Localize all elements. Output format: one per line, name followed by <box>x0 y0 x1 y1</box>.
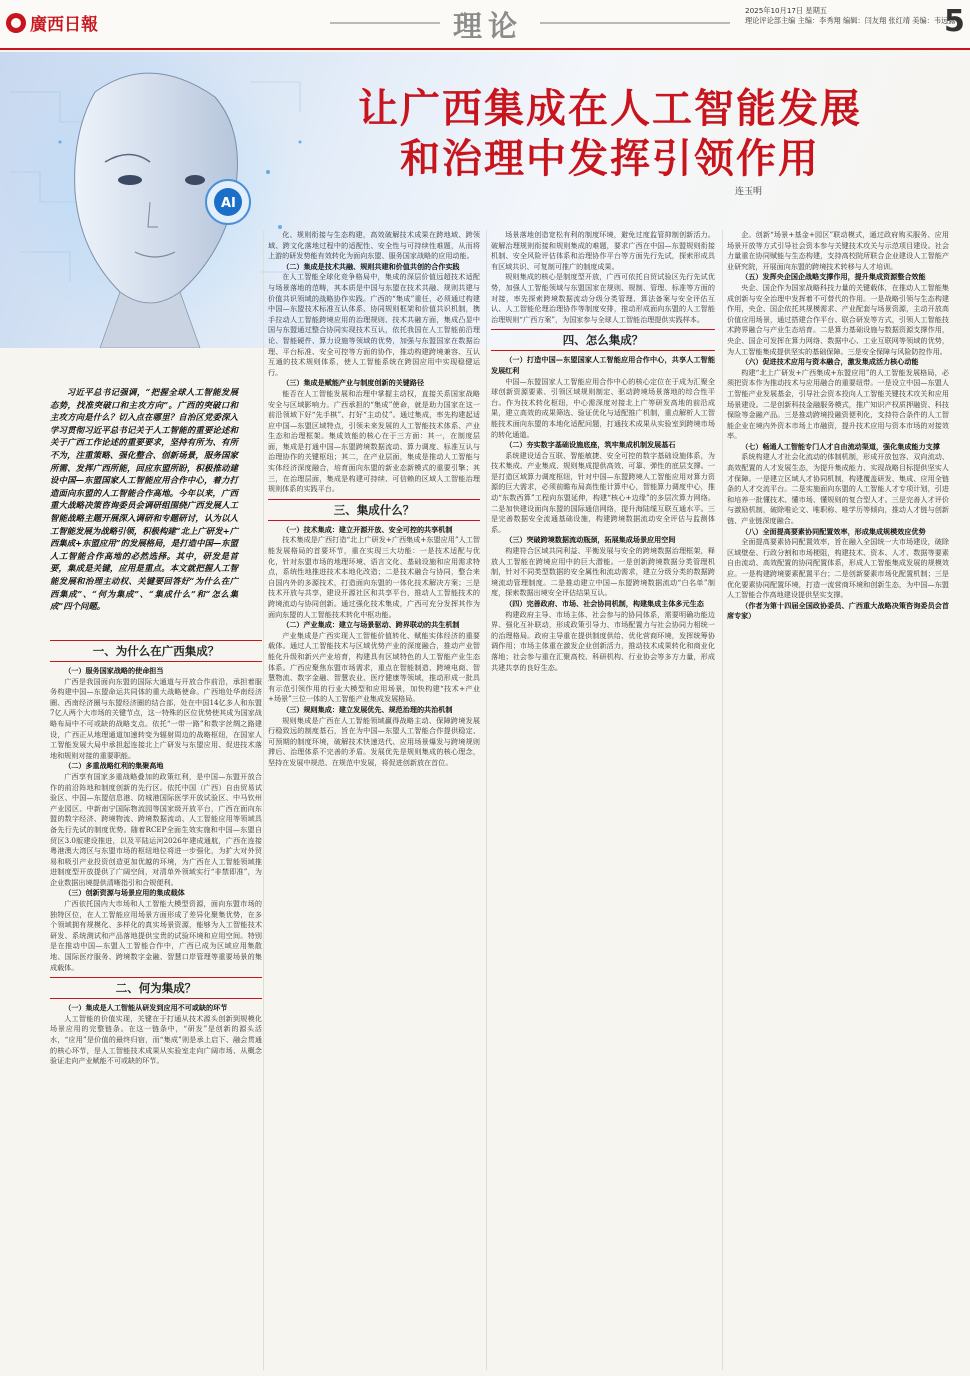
svg-text:AI: AI <box>221 196 236 211</box>
logo-text: 廣西日報 <box>30 15 98 35</box>
column-divider <box>722 230 723 1370</box>
body-paragraph: 在人工智能全球化竞争格局中，集成的深层价值远超技术适配与场景落地的范畴，其本质是中国与东盟在技术共融、规则共建与价值共识领域的战略协作实践。广西的“集成”重任，必须通过构建中国—东盟技术标准互认体系、协同规则框架和价值共识机制，携手拉动人工智能跨境应用的治理规则、技术共融方面，集成凸显中国与东盟通过整合协同实现技术互认，依托我国在人工智能前沿理论、智能硬件、算力设施等领域的优势，加强与东盟国家在数据治理、平台标准、安全可控等方面的协作，推动构建跨境兼容、互认互通的技术规则体系，使人工智能系统在跨国应用中实现稳健运行。 <box>268 272 480 377</box>
subheading: （七）畅通人工智能专门人才自由流动渠道，强化集成能力支撑 <box>741 441 940 451</box>
subheading: （三）创新资源与场景应用的集成载体 <box>64 888 185 898</box>
body-paragraph: 规则集成的核心是制度型开放，广西可依托自贸试验区先行先试优势，加强人工智能领域与东盟国家在规则、规制、管理、标准等方面的对接，率先探索跨境数据流动分级分类管理、算法备案与安全评估互认、人工智能伦理治理协作等制度安排，推动形成面向东盟的人工智能治理规则“广西方案”，为国家参与全球人工智能治理提供实践样本。 <box>491 272 715 324</box>
body-paragraph: 技术集成是广西打造“北上广研发+广西集成+东盟应用”人工智能发展格局的首要环节，重在实现三大功能：一是技术适配与优化，针对东盟市场的地理环境、语言文化、基础设施和应用需求特点，系统性地推进技术本地化改造；二是技术融合与协同，整合来自国内外的多源技术，打造面向东盟的一体化技术解决方案；三是技术开放与共享，建设开源社区和共享平台，推动人工智能技术的跨境流动与协同创新。通过强化技术集成，广西可充分发挥其作为面向东盟的人工智能技术转化中枢功能。 <box>268 535 480 619</box>
subheading: （八）全面提高要素协同配置效率，形成集成规模效应优势 <box>741 526 926 536</box>
column-divider <box>486 230 487 1370</box>
subheading: （四）完善政府、市场、社会协同机制，构建集成主体多元生态 <box>505 599 704 608</box>
body-paragraph: 央企、国企作为国家战略科技力量的关键载体，在推动人工智能集成创新与安全治理中发挥着不可替代的作用。一是战略引领与生态构建作用，央企、国企依托其规模需求、产业配套与场景资源，主动开放高价值应用场景，通过搭建合作平台、联合研发等方式，引领人工智能技术跨界融合与产业生态培育。二是算力基础设施与数据资源支撑作用，央企、国企可发挥在算力网络、数据中心、工业互联网等领域的优势，为人工智能集成提供坚实的基础保障。三是安全保障与风险防控作用。 <box>727 282 949 356</box>
body-paragraph: 化、规则衔接与生态构建，高效破解技术成果在跨地域、跨领域、跨文化落地过程中的适配性、安全性与可持续性难题，从而将上游的研发势能有效转化为面向东盟、服务国家战略的应用动能。 <box>268 230 480 261</box>
issue-meta <box>745 6 955 26</box>
section-heading-2: 二、何为集成？ <box>50 977 262 999</box>
editor-credits: 理论评论部主编 主编：李秀翔 编辑：闫友翔 张红靖 美编：韦远露 <box>745 16 956 25</box>
body-paragraph: 企。创新“场景+基金+园区”联动模式，通过政府购买服务、应用场景开放等方式引导社会资本参与关键技术攻关与示范项目建设。社会力量重在协同赋能与生态构建，支持高校院所联合企业建设人工智能产业研究院，开展面向东盟的跨境技术转移与人才培训。 <box>727 230 949 271</box>
column-2-body <box>268 230 480 495</box>
subheading: （二）多重战略红利的集聚高地 <box>64 761 164 771</box>
newspaper-logo <box>6 10 98 35</box>
headline-line-1: 让广西集成在人工智能发展 <box>358 86 862 132</box>
body-paragraph: 全面提高要素协同配置效率，旨在融入全国统一大市场建设，破除区域壁垒、行政分割和市场梗阻，构建技术、资本、人才、数据等要素自由流动、高效配置的协同配置体系，形成人工智能集成发展的规模效应。一是构建跨境要素配置平台；二是创新要素市场化配置机制；三是优化要素协同配置环境，打造一流营商环境和创新生态，为中国—东盟人工智能合作高地建设提供坚实支撑。 <box>727 537 949 600</box>
author-byline: 连玉明 <box>735 187 763 197</box>
column-1-body <box>50 666 262 973</box>
body-paragraph: 构建“北上广研发+广西集成+东盟应用”的人工智能发展格局，必须把资本作为推动技术与应用融合的重要纽带。一是设立中国—东盟人工智能产业发展基金，引导社会资本投向人工智能关键技术攻关和应用场景建设。二是创新科技金融服务模式，推广知识产权质押融资、科技保险等金融产品。三是推动跨境投融资便利化，支持符合条件的人工智能企业在境内外资本市场上市融资，提升技术应用与资本市场的对接效率。 <box>727 367 949 441</box>
body-paragraph: 构建政府主导、市场主体、社会参与的协同体系，需要明确功能边界、强化互补联动，形成政策引导力、市场配置力与社会协同力相统一的治理格局。政府主导重在提供制度供给、优化营商环境，发挥统筹协调作用；市场主体重在激发企业创新活力，推动技术成果转化和商业化落地；社会参与重在汇聚高校、科研机构、行业协会等多方力量，形成共建共享的良好生态。 <box>491 609 715 672</box>
body-paragraph: 规则集成是广西在人工智能领域赢得战略主动、保障跨境发展行稳致远的制度基石，旨在为中国—东盟人工智能合作提供稳定、可预期的制度环境，破解技术快速迭代、应用场景爆发与跨境规则滞后、治理体系不完善的矛盾。发展优先是规则集成的核心理念，坚持在发展中规范、在规范中发展，将促进创新放在首位。 <box>268 715 480 767</box>
body-paragraph: 广西是我国面向东盟的国际大通道与开放合作前沿，承担着服务构建中国—东盟命运共同体的重大战略使命。广西地处华南经济圈、西南经济圈与东盟经济圈的结合部，处在中国14亿多人和东盟7亿人两个大市场的关键节点，这一特殊的区位优势使其成为国家战略布局中不可或缺的战略支点。依托“一带一路”和数字丝绸之路建设，广西正从地理通道加速转变为辐射周边的战略枢纽，在国家人工智能发展大局中承担起连接北上广研发与东盟应用、促进技术落地和规则对接的重要职能。 <box>50 676 262 760</box>
subheading: （六）促进技术应用与资本融合，激发集成活力核心动能 <box>741 357 919 367</box>
column-1-body-b <box>50 1003 262 1067</box>
body-paragraph: 人工智能的价值实现，关键在于打通从技术源头创新到规模化场景应用的完整链条。在这一链条中，“研发”是创新的源头活水，“应用”是价值的最终归宿，而“集成”则是承上启下、融会贯通的核心环节，是人工智能技术成果从实验室走向广阔市场、从概念验证走向产业赋能不可或缺的环节。 <box>50 1013 262 1066</box>
masthead <box>0 0 970 50</box>
body-paragraph: 能否在人工智能发展和治理中掌握主动权，直接关系国家战略安全与区域影响力。广西承担的“集成”使命，就是助力国家在这一前沿领域下好“先手棋”、打好“主动仗”。通过集成，率先构建起适应中国—东盟区域特点，引领未来发展的人工智能技术体系、产业生态和治理框架。集成效能的核心在于三方面：其一，在制度层面，集成是打通中国—东盟跨境数据流动、算力调度、标准互认与治理协作的关键枢纽；其二，在产业层面，集成是推动人工智能与实体经济深度融合，培育面向东盟的新业态新模式的重要引擎；其三，在治理层面，集成是构建可持续、可信赖的区域人工智能治理规则体系的实践平台。 <box>268 388 480 494</box>
column-1 <box>50 636 262 1067</box>
body-paragraph: 产业集成是广西实现人工智能价值转化、赋能实体经济的重要载体。通过人工智能技术与区域优势产业的深度融合，推动产业智能化升级和新兴产业培育，构建具有区域特色的人工智能产业生态体系。广西应聚焦东盟市场需求，重点在智能制造、跨境电商、智慧物流、数字金融、智慧农业、医疗健康等领域，推动形成一批具有示范引领作用的行业大模型和应用场景，加快构建“技术+产业+场景”三位一体的人工智能产业集成发展格局。 <box>268 630 480 704</box>
body-paragraph: 中国—东盟国家人工智能应用合作中心的核心定位在于成为汇聚全球创新资源要素、引领区域规则制定、驱动跨境场景落地的综合性平台。作为技术转化枢纽，中心需深度对接北上广等研发高地的前沿成果，建立高效的成果筛选、验证优化与适配推广机制，重点解析人工智能技术面向东盟的本地化适配问题，打通技术成果从实验室到跨境市场的转化通道。 <box>491 376 715 439</box>
subheading: （三）突破跨境数据流动瓶颈，拓展集成场景应用空间 <box>505 535 676 545</box>
body-paragraph: 系统构建人才社会化流动的体制机制，形成开放包容、双向流动、高效配置的人才发展生态，为提升集成能力、实现战略目标提供坚实人才保障。一是建立区域人才协同机制，构建覆盖研发、集成、应用全链条的人才交流平台。二是实施面向东盟的人工智能人才专项计划，引进和培养一批懂技术、懂市场、懂规则的复合型人才。三是完善人才评价与激励机制，破除唯论文、唯职称、唯学历等倾向，推动人才链与创新链、产业链深度融合。 <box>727 452 949 526</box>
column-2-body-b <box>268 525 480 769</box>
column-3 <box>491 230 715 673</box>
lede-paragraph: 习近平总书记强调，“把握全球人工智能发展态势，找准突破口和主攻方向”。广西的突破口和主攻方向是什么？切入点在哪里？自治区党委深入学习贯彻习近平总书记关于人工智能的重要论述和关于广西工作论述的重要要求，坚持有所为、有所不为，注重策略、强化整合、创新场景，服务国家所需、发挥广西所能，回应东盟所盼，积极推动建设中国—东盟国家人工智能应用合作中心，着力打造面向东盟的人工智能合作高地。今年以来，广西重大战略决策咨询委员会调研组围绕广西发展人工智能战略主题开展深入调研和专题研讨，认为以人工智能发展为战略引领，积极构建“北上广研发+广西集成+东盟应用”的发展格局，是打造中国—东盟人工智能合作高地的必然选择。其中，研发是首要，集成是关键，应用是重点。本文就把握人工智能发展和治理主动权、关键要回答好“为什么在广西集成”、“何为集成”、“集成什么”和“怎么集成”四个问题。 <box>50 387 238 612</box>
subheading: （二）夯实数字基础设施底座，筑牢集成机制发展基石 <box>505 440 676 450</box>
section-divider-left <box>330 22 440 24</box>
section-heading-4: 四、怎么集成？ <box>491 329 715 351</box>
subheading: （一）技术集成：建立开源开放、安全可控的共享机制 <box>282 524 453 534</box>
body-paragraph: 场景落地创造宽松有利的制度环境，避免过度监管抑制创新活力。破解治理规则衔接和规则集成的难题，要求广西在中国—东盟规则衔接机制、安全风险评估体系和治理协作平台等方面先行先试，探索形成具有区域共识、可复制可推广的制度成果。 <box>491 230 715 271</box>
issue-date: 2025年10月17日 星期五 <box>745 6 827 15</box>
column-2 <box>268 230 480 769</box>
headline-line-2: 和治理中发挥引领作用 <box>400 136 820 182</box>
column-3-body-b <box>491 355 715 673</box>
subheading: （二）产业集成：建立与场景驱动、跨界联动的共生机制 <box>282 620 460 630</box>
section-heading-1: 一、为什么在广西集成？ <box>50 640 262 662</box>
column-divider <box>263 230 264 1370</box>
section-heading-3: 三、集成什么？ <box>268 499 480 521</box>
subheading: （三）规则集成：建立发展优先、规范治理的共治机制 <box>282 704 453 714</box>
section-divider-right <box>540 22 730 24</box>
subheading: （一）集成是人工智能从研发到应用不可或缺的环节 <box>64 1003 228 1013</box>
body-paragraph: 构建符合区域共同利益、平衡发展与安全的跨境数据治理框架，释放人工智能在跨境应用中的巨大潜能。一是创新跨境数据分类管理机制，针对不同类型数据的安全属性和流动需求，建立分级分类的数据跨境流动管理制度。二是推动建立中国—东盟跨境数据流动“白名单”制度，探索数据出境安全评估结果互认。 <box>491 546 715 598</box>
body-paragraph: 系统建设适合互联、智能敏捷、安全可控的数字基础设施体系，为技术集成、产业集成、规则集成提供高效、可靠、弹性的底层支撑。一是打造区域算力调度枢纽，针对中国—东盟跨境人工智能应用对算力资源的巨大需求，必须前瞻布局高性能计算中心，智能算力调度中心，推动“东数西算”工程向东盟延伸，构建“核心+边缘”的多层次算力网络。二是加快建设面向东盟的国际通信网络，提升海陆缆互联互通水平。三是完善数据安全流通基础设施，构建跨境数据流动安全评估与监测体系。 <box>491 450 715 534</box>
column-4-body <box>727 230 949 601</box>
subheading: （一）打造中国—东盟国家人工智能应用合作中心，共享人工智能发展红利 <box>491 355 715 375</box>
subheading: （一）服务国家战略的使命担当 <box>64 666 164 675</box>
subheading: （二）集成是技术共融、规则共建和价值共创的合作实践 <box>282 261 460 271</box>
body-paragraph: 广西享有国家多重战略叠加的政策红利，是中国—东盟开放合作的前沿阵地和制度创新的先行区。依托中国（广西）自由贸易试验区、中国—东盟信息港、防城港国际医学开放试验区、中马钦州产业园区、中新南宁国际物流园等国家级开放平台，广西在面向东盟的数字经济、跨境物流、跨境数据流动、人工智能应用等领域具备先行先试的制度优势。随着RCEP全面生效实施和中国—东盟自贸区3.0版建设推进，以及平陆运河2026年建成通航，广西在连接粤港澳大湾区与东盟市场的枢纽地位将进一步强化，为扩大对外贸易和吸引产业投资创造更加优越的环境，为广西在人工智能领域推进制度型开放提供了广阔空间，对清单外领域实行“非禁即准”，为企业数据出境提供清晰指引和合规便利。 <box>50 771 262 887</box>
column-3-body <box>491 230 715 325</box>
subheading: （五）发挥央企国企战略支撑作用，提升集成资源整合效能 <box>741 272 926 282</box>
headline <box>330 84 890 184</box>
author-note: （作者为第十四届全国政协委员、广西重大战略决策咨询委员会首席专家） <box>727 600 949 621</box>
section-title: 理论 <box>453 9 524 43</box>
page-number: 5 <box>944 4 965 39</box>
logo-emblem-icon <box>6 13 26 33</box>
body-paragraph: 广西依托国内大市场和人工智能大模型资源，面向东盟市场的独特区位，在人工智能应用场景方面形成了差异化聚集优势，在多个领域拥有规模化、多样化的真实场景资源，能够为人工智能技术研发、系统测试和产品落地提供宝贵的试验环境和应用空间。特别是在推动中国—东盟人工智能合作中，广西已成为区域应用集散地、国际医疗服务、跨境数字金融、智慧口岸管理等重要场景的集成载体。 <box>50 899 262 972</box>
subheading: （三）集成是赋能产业与制度创新的关键路径 <box>282 378 425 388</box>
column-4 <box>727 230 949 622</box>
